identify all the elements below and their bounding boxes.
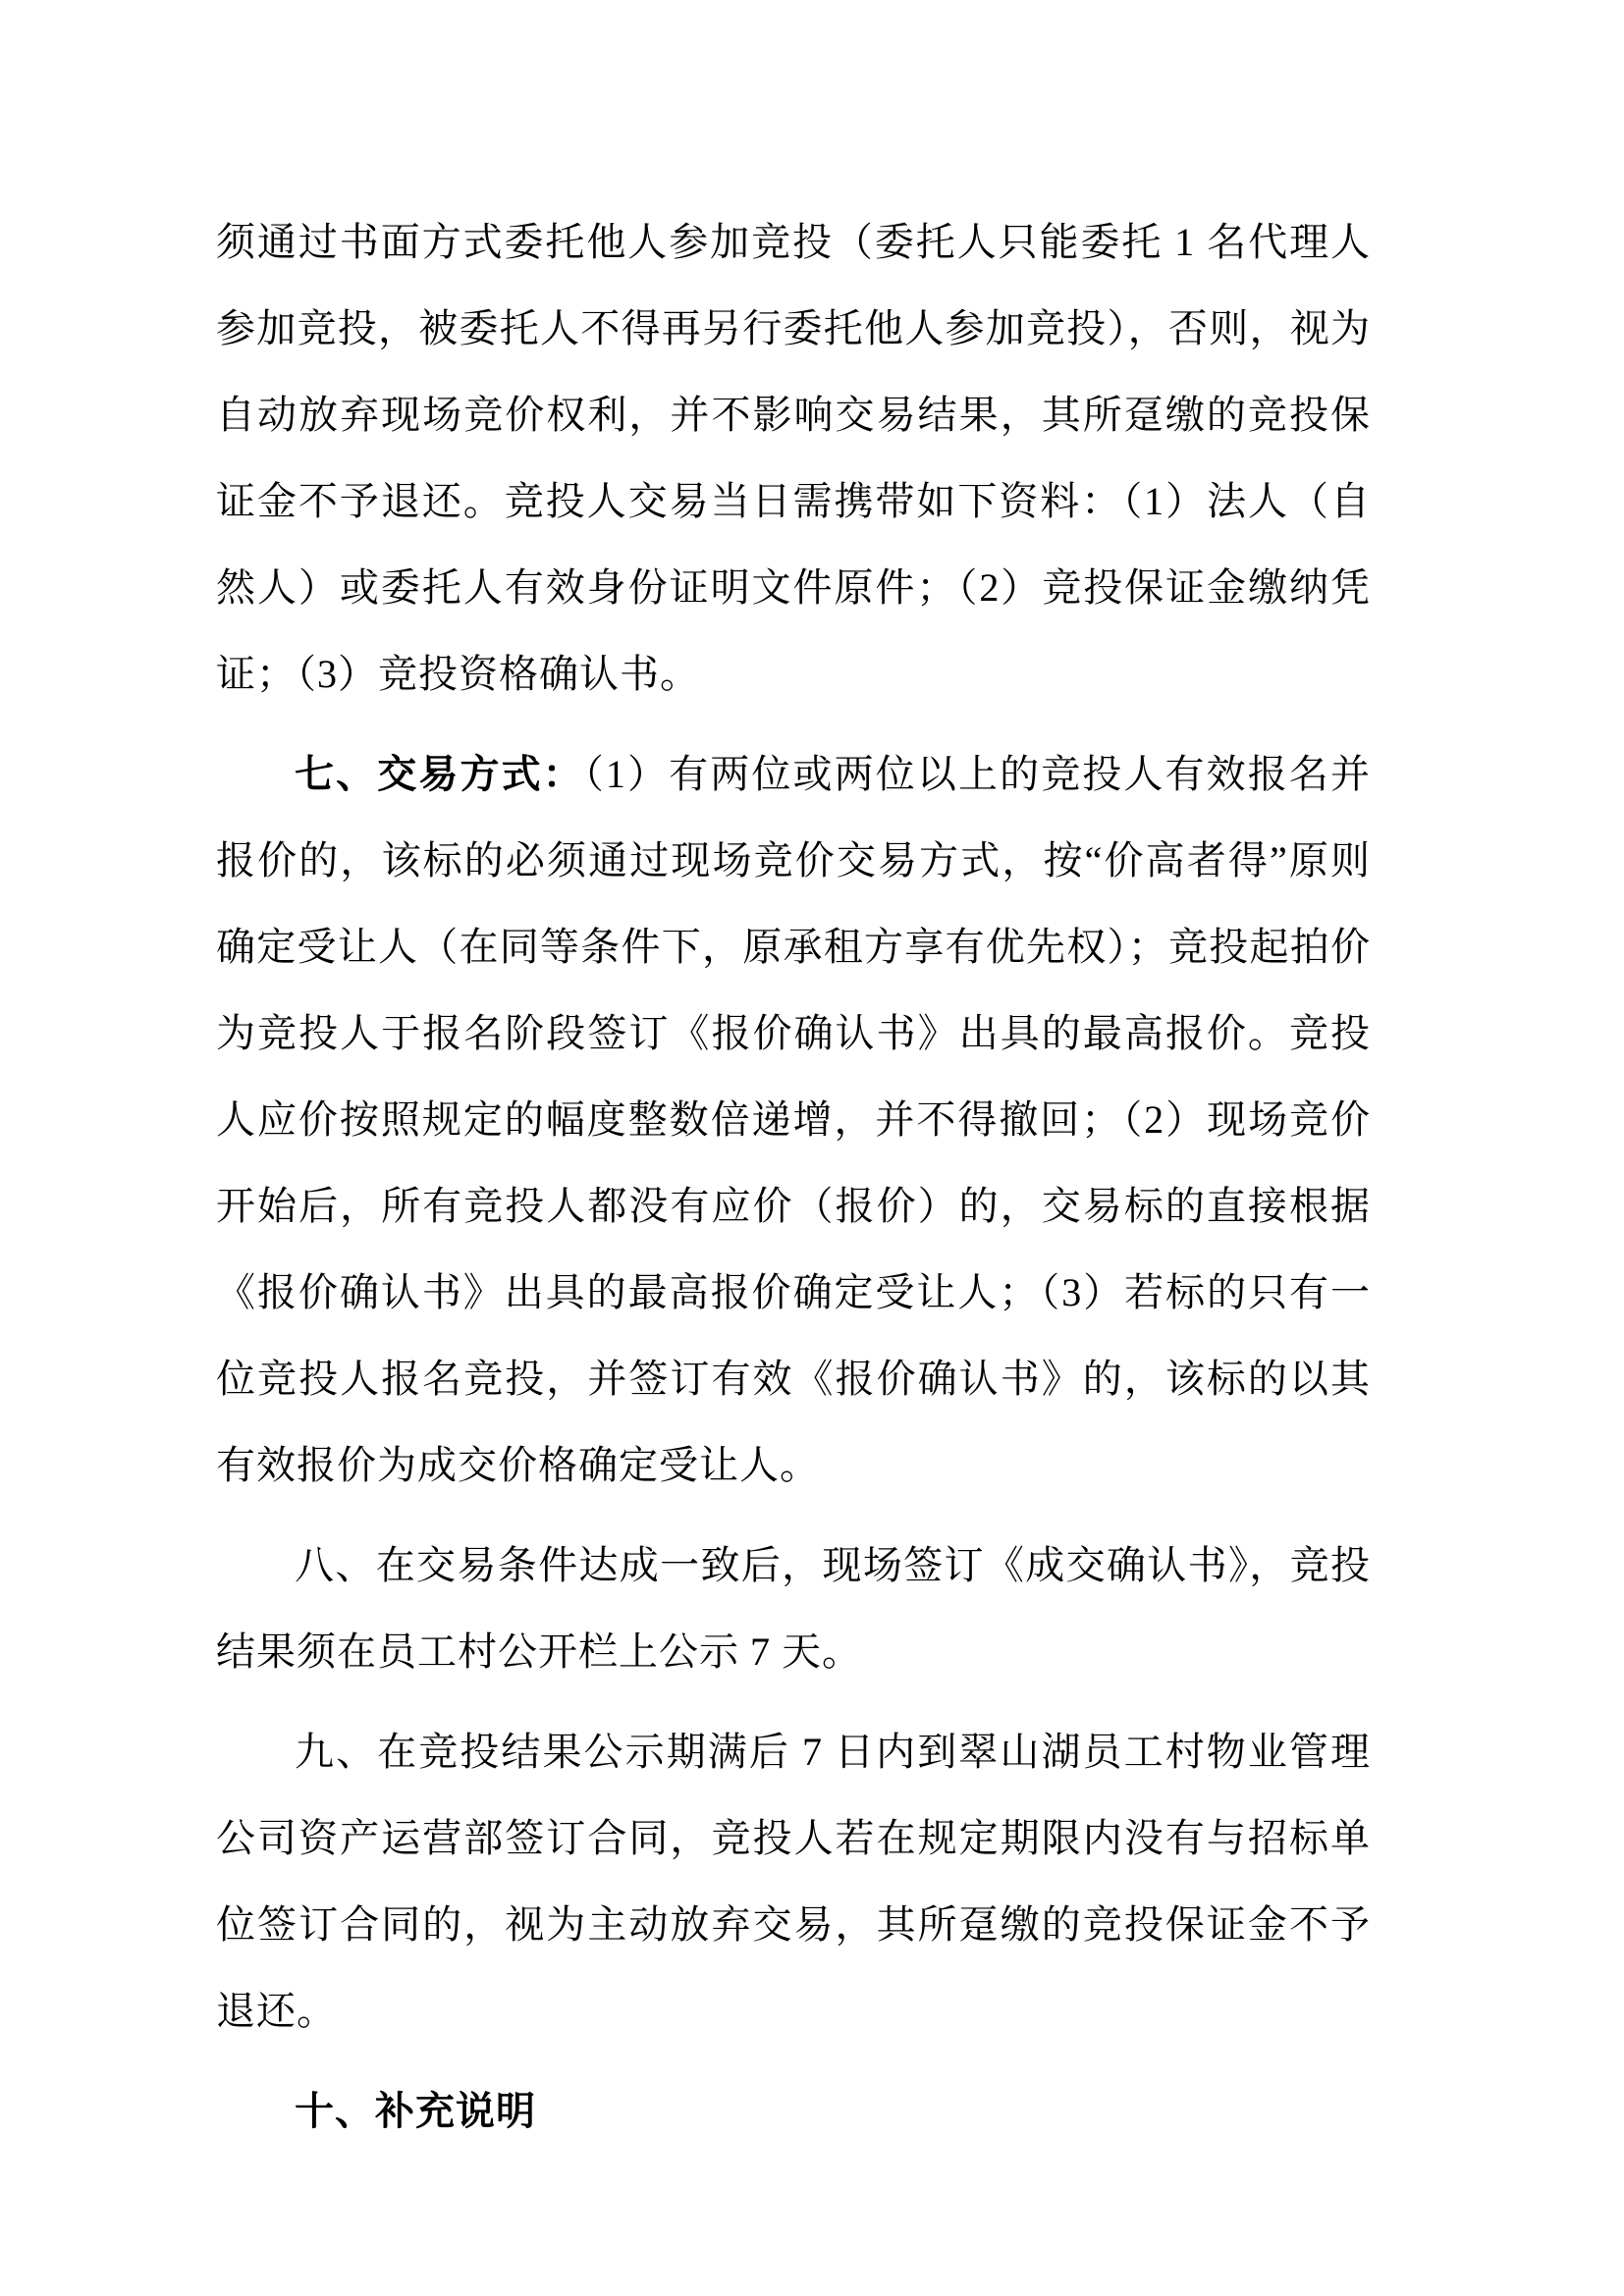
paragraph-continuation — [216, 199, 1371, 718]
paragraph-eight-deal-confirmation — [216, 1522, 1371, 1695]
document-text-block — [216, 199, 1371, 2168]
paragraph-nine-text: 九、在竞投结果公示期满后 7 日内到翠山湖员工村物业管理公司资产运营部签订合同，竞投人若在规定期限内没有与招标单位签订合同的，视为主动放弃交易，其所趸缴的竞投保证金不予退还。 — [216, 1730, 1371, 2033]
paragraph-continuation-text: 须通过书面方式委托他人参加竞投（委托人只能委托 1 名代理人参加竞投，被委托人不得再另行委托他人参加竞投），否则，视为自动放弃现场竞价权利，并不影响交易结果，其所趸缴的竞投保证金不予退还。竞投人交易当日需携带如下资料：（1）法人（自然人）或委托人有效身份证明文件原件；（2）竞投保证金缴纳凭证；（3）竞投资格确认书。 — [216, 220, 1371, 696]
paragraph-seven-heading: 七、交易方式： — [295, 752, 584, 796]
paragraph-eight-text: 八、在交易条件达成一致后，现场签订《成交确认书》，竞投结果须在员工村公开栏上公示 7 天。 — [216, 1543, 1371, 1674]
paragraph-ten-supplementary-notes — [216, 2068, 1371, 2155]
paragraph-nine-contract-signing — [216, 1709, 1371, 2055]
paragraph-seven-body: （1）有两位或两位以上的竞投人有效报名并报价的，该标的必须通过现场竞价交易方式，按“价高者得”原则确定受让人（在同等条件下，原承租方享有优先权）；竞投起拍价为竞投人于报名阶段签订《报价确认书》出具的最高报价。竞投人应价按照规定的幅度整数倍递增，并不得撤回；（2）现场竞价开始后，所有竞投人都没有应价（报价）的，交易标的直接根据《报价确认书》出具的最高报价确定受让人；（3）若标的只有一位竞投人报名竞投，并签订有效《报价确认书》的，该标的以其有效报价为成交价格确定受让人。 — [216, 752, 1372, 1487]
paragraph-ten-heading: 十、补充说明 — [295, 2089, 536, 2133]
paragraph-seven-trading-method — [216, 731, 1371, 1509]
